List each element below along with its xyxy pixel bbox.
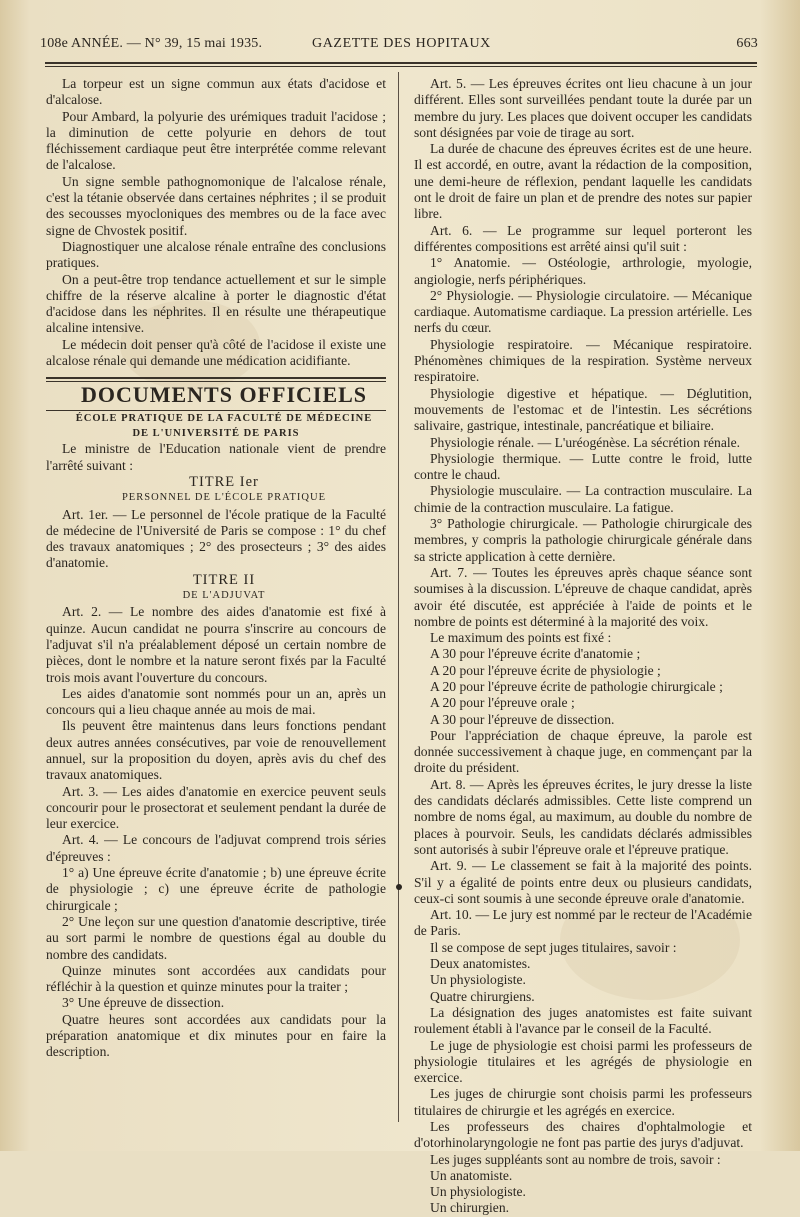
institution-heading xyxy=(46,411,386,441)
paragraph: La torpeur est un signe commun aux états d'acidose et d'alcalose. xyxy=(46,76,386,108)
paragraph: Quatre heures sont accordées aux candidats pour la préparation anatomique et dix minutes pour en faire la description. xyxy=(46,1011,386,1060)
page-header xyxy=(40,36,758,58)
section-title: DOCUMENTS OFFICIELS xyxy=(80,382,368,408)
paragraph: Pour Ambard, la polyurie des urémiques traduit l'acidose ; la diminution de cette polyurie en dehors de tout fléchissement cardiaque peut être interprétée comme relevant de l'alcalose. xyxy=(46,108,386,173)
institution-line: ÉCOLE PRATIQUE DE LA FACULTÉ DE MÉDECINE xyxy=(75,413,373,425)
paragraph: Physiologie musculaire. — La contraction musculaire. La chimie de la contraction musculaire. La fatigue. xyxy=(414,483,752,515)
paragraph: Le médecin doit penser qu'à côté de l'acidose il existe une alcalose rénale qui demande une médication acidifiante. xyxy=(46,336,386,369)
paragraph: Les aides d'anatomie sont nommés pour un an, après un concours qui a lieu chaque année au mois de mai. xyxy=(46,685,386,718)
paragraph: 2° Physiologie. — Physiologie circulatoire. — Mécanique cardiaque. Automatisme cardiaque. La pression artérielle. Les nerfs du cœur. xyxy=(414,287,752,336)
paragraph: Physiologie digestive et hépatique. — Déglutition, mouvements de l'estomac et de l'intestin. Les sécrétions salivaire, gastrique, intestinale, pancréatique et biliaire. xyxy=(414,385,752,434)
list-item: A 20 pour l'épreuve écrite de pathologie chirurgicale ; xyxy=(430,678,723,694)
paragraph: Art. 4. — Le concours de l'adjuvat comprend trois séries d'épreuves : xyxy=(46,832,386,864)
list-item: A 30 pour l'épreuve écrite d'anatomie ; xyxy=(430,646,641,662)
paragraph: Les professeurs des chaires d'ophtalmologie et d'otorhinolaryngologie ne font pas partie des jurys d'adjuvat. xyxy=(414,1119,752,1151)
header-rule-thin xyxy=(45,66,757,67)
paragraph: Les juges de chirurgie sont choisis parmi les professeurs titulaires de chirurgie et les agrégés en exercice. xyxy=(414,1086,752,1118)
paragraph: 1° Anatomie. — Ostéologie, arthrologie, myologie, angiologie, nerfs périphériques. xyxy=(414,255,752,287)
list-item: Un anatomiste. xyxy=(430,1167,513,1183)
list-item: Quatre chirurgiens. xyxy=(430,988,535,1004)
publication-title: GAZETTE DES HOPITAUX xyxy=(312,36,491,51)
list-item: Un chirurgien. xyxy=(430,1200,510,1216)
list-item: Deux anatomistes. xyxy=(430,956,531,972)
paragraph: 3° Pathologie chirurgicale. — Pathologie chirurgicale des membres, y compris la pathologie chirurgicale générale dans sa stricte application à cette dernière. xyxy=(414,516,752,564)
paragraph: Quinze minutes sont accordées aux candidats pour réfléchir à la question et quinze minutes pour la traiter ; xyxy=(46,962,386,995)
list-item: A 20 pour l'épreuve écrite de physiologie ; xyxy=(430,662,661,678)
right-column xyxy=(414,76,752,1217)
column-divider xyxy=(398,72,399,1122)
margin-dot xyxy=(396,884,402,890)
paragraph: Physiologie respiratoire. — Mécanique respiratoire. Phénomènes chimiques de la respiration. Système nerveux respiratoire. xyxy=(414,336,752,385)
paragraph: Art. 1er. — Le personnel de l'école pratique de la Faculté de médecine de l'Université de Paris se compose : 1° du chef des travaux anatomiques ; 2° des prosecteurs ; 3° des aides d'anatomie. xyxy=(46,506,386,571)
issue-info: 108e ANNÉE. — N° 39, 15 mai 1935. xyxy=(40,36,263,51)
paragraph: 1° a) Une épreuve écrite d'anatomie ; b) une épreuve écrite de physiologie ; c) une épreuve écrite de pathologie chirurgicale ; xyxy=(46,865,386,913)
institution-line: DE L'UNIVERSITÉ DE PARIS xyxy=(132,428,300,440)
paragraph: Art. 3. — Les aides d'anatomie en exercice peuvent seuls concourir pour le prosectorat et seulement pendant la durée de leur exercice. xyxy=(46,783,386,832)
paragraph: Un signe semble pathognomonique de l'alcalose rénale, c'est la tétanie observée dans certaines néphrites ; il se produit des secousses myocloniques des membres ou de la face avec signe de Chvostek positif. xyxy=(46,173,386,238)
paragraph: Ils peuvent être maintenus dans leurs fonctions pendant deux autres années consécutives, par voie de renouvellement annuel, sur la proposition du doyen, après avis du chef des travaux anatomiques. xyxy=(46,718,386,783)
paragraph: 3° Une épreuve de dissection. xyxy=(62,995,225,1011)
titre-subheading: DE L'ADJUVAT xyxy=(182,590,266,602)
titre-heading: TITRE Ier xyxy=(189,473,259,490)
paragraph: Art. 10. — Le jury est nommé par le recteur de l'Académie de Paris. xyxy=(414,907,752,939)
paragraph: On a peut-être trop tendance actuellement et sur le simple chiffre de la réserve alcaline à porter le diagnostic d'état d'acidose dans les néphrites. Il en résulte une thérapeutique alcaline intensive. xyxy=(46,271,386,336)
paragraph: La désignation des juges anatomistes est faite suivant roulement établi à l'avance par le conseil de la Faculté. xyxy=(414,1004,752,1037)
list-item: A 20 pour l'épreuve orale ; xyxy=(430,695,575,711)
paragraph: Art. 6. — Le programme sur lequel porteront les différentes compositions est arrêté ainsi qu'il suit : xyxy=(414,222,752,254)
paragraph: Physiologie rénale. — L'uréogénèse. La sécrétion rénale. xyxy=(430,434,741,450)
paragraph: Art. 2. — Le nombre des aides d'anatomie est fixé à quinze. Aucun candidat ne pourra s'inscrire au concours de l'adjuvat s'il n'a préalablement déposé un certain nombre de pièces, dont le nombre et la nature seront fixés par la Faculté trois mois avant l'ouverture du concours. xyxy=(46,604,386,685)
section-rule xyxy=(46,377,386,379)
list-item: Un physiologiste. xyxy=(430,1184,526,1200)
paragraph: Art. 9. — Le classement se fait à la majorité des points. S'il y a égalité de points entre deux ou plusieurs candidats, ceux-ci sont soumis à une seconde épreuve orale d'anatomie. xyxy=(414,858,752,906)
paragraph: Les juges suppléants sont au nombre de trois, savoir : xyxy=(430,1151,721,1167)
list-item: Un physiologiste. xyxy=(430,972,526,988)
paragraph: Le ministre de l'Education nationale vient de prendre l'arrêté suivant : xyxy=(46,441,386,473)
titre-heading: TITRE II xyxy=(192,571,256,588)
paragraph: Physiologie thermique. — Lutte contre le froid, lutte contre le chaud. xyxy=(414,450,752,483)
titre-subheading: PERSONNEL DE L'ÉCOLE PRATIQUE xyxy=(121,492,327,504)
page-number: 663 xyxy=(736,36,758,51)
left-column xyxy=(46,76,386,1061)
paragraph: La durée de chacune des épreuves écrites est de une heure. Il est accordé, en outre, avant la rédaction de la composition, une demi-heure de réflexion, pendant laquelle les candidats ont le droit de faire un plan et de prendre des notes sur papier libre. xyxy=(414,141,752,222)
paragraph: Le juge de physiologie est choisi parmi les professeurs de physiologie titulaires et les agrégés de physiologie en exercice. xyxy=(414,1037,752,1086)
paragraph: 2° Une leçon sur une question d'anatomie descriptive, tirée au sort parmi le nombre de questions égal au double du nombre des candidats. xyxy=(46,913,386,962)
header-rule xyxy=(45,62,757,64)
list-item: A 30 pour l'épreuve de dissection. xyxy=(430,711,615,727)
paragraph: Diagnostiquer une alcalose rénale entraîne des conclusions pratiques. xyxy=(46,238,386,271)
paragraph: Art. 8. — Après les épreuves écrites, le jury dresse la liste des candidats déclarés admissibles. Cette liste comprend un nombre de noms égal, au maximum, au double du nombre de places à pourvoir. Seuls, les candidats déclarés admissibles sont autorisés à subir l'épreuve orale et l'épreuve pratique. xyxy=(414,776,752,857)
paragraph: Pour l'appréciation de chaque épreuve, la parole est donnée successivement à chaque juge, en commençant par la droite du président. xyxy=(414,727,752,776)
paragraph: Il se compose de sept juges titulaires, savoir : xyxy=(430,939,677,955)
paragraph: Le maximum des points est fixé : xyxy=(430,630,612,646)
paragraph: Art. 5. — Les épreuves écrites ont lieu chacune à un jour différent. Elles sont surveillées pendant toute la durée par un membre du jury. Les places que doivent occuper les candidats sont désignées par voie de tirage au sort. xyxy=(414,76,752,140)
paragraph: Art. 7. — Toutes les épreuves après chaque séance sont soumises à la discussion. L'épreuve de chaque candidat, après avoir été discutée, est appréciée à l'aide de points et le nombre de points est déterminé à la majorité des voix. xyxy=(414,564,752,629)
